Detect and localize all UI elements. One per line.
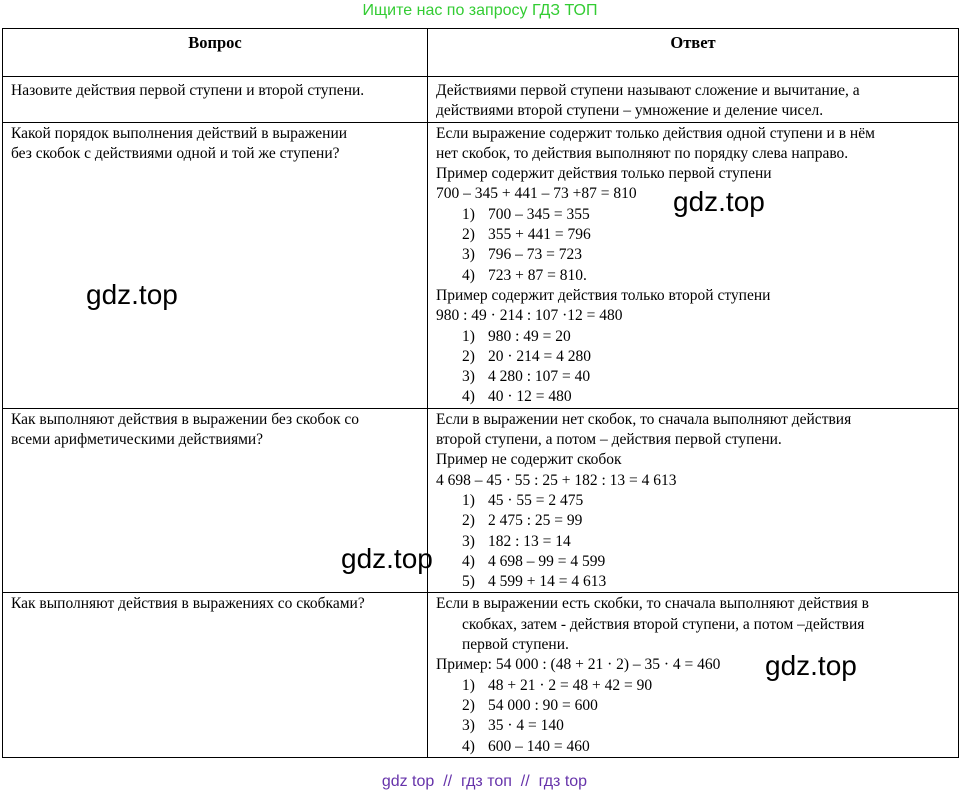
promo-banner [0,1,960,21]
example-expression: Пример: 54 000 : (48 + 21 · 2) – 35 · 4 = 460 [436,656,721,674]
solution-step: 1) 700 – 345 = 355 [462,205,590,223]
question-cell [3,122,428,408]
solution-step: 4) 4 698 – 99 = 4 599 [462,552,606,570]
solution-step: 3) 4 280 : 107 = 40 [462,368,591,386]
question-text: Как выполняют действия в выражениях со скобками? [11,595,365,613]
solution-step: 3) 796 – 73 = 723 [462,246,582,264]
question-line: Какой порядок выполнения действий в выражении [11,124,348,142]
question-column-header: Вопрос [3,29,428,77]
promo-banner-text: Ищите нас по запросу ГДЗ ТОП [362,2,598,19]
solution-step: 5) 4 599 + 14 = 4 613 [462,573,607,591]
solution-step: 2) 54 000 : 90 = 600 [462,696,598,714]
example-heading: Пример не содержит скобок [436,451,622,469]
example-expression: 700 – 345 + 441 – 73 +87 = 810 [436,185,637,203]
answer-cell [428,408,959,593]
answer-line: действиями второй ступени – умножение и деление чисел. [436,102,824,120]
footer-links [0,752,960,792]
answer-line: Действиями первой ступени называют сложение и вычитание, а [436,82,860,99]
solution-step: 2) 355 + 441 = 796 [462,226,591,244]
question-line: всеми арифметическими действиями? [11,431,264,449]
solution-step: 3) 182 : 13 = 14 [462,532,571,550]
solution-step: 1) 48 + 21 · 2 = 48 + 42 = 90 [462,676,653,694]
answer-line: второй ступени, а потом – действия первой ступени. [436,431,782,449]
watermark: gdz.top [765,650,857,681]
watermark: gdz.top [341,543,433,574]
solution-step: 3) 35 · 4 = 140 [462,717,564,735]
question-line: Как выполняют действия в выражении без скобок со [11,410,360,428]
solution-step: 4) 40 · 12 = 480 [462,388,572,406]
solution-step: 1) 45 · 55 = 2 475 [462,491,584,509]
table-row [3,77,959,123]
table-row [3,408,959,593]
answer-line: первой ступени. [462,636,569,654]
table-header-row [3,29,959,77]
solution-step: 2) 2 475 : 25 = 99 [462,512,583,530]
watermark: gdz.top [86,279,178,310]
answer-cell [428,593,959,757]
answer-cell [428,77,959,123]
answer-line: Если в выражении есть скобки, то сначала выполняют действия в [436,595,869,613]
answer-line: Если выражение содержит только действия одной ступени и в нём [436,124,875,142]
question-text: Назовите действия первой ступени и второй ступени. [11,82,365,99]
answer-column-header: Ответ [428,29,959,77]
answer-line: нет скобок, то действия выполняют по порядку слева направо. [436,144,849,162]
example-expression: 4 698 – 45 · 55 : 25 + 182 : 13 = 4 613 [436,471,677,489]
example-heading: Пример содержит действия только второй ступени [436,286,771,304]
solution-step: 4) 723 + 87 = 810. [462,266,587,284]
solution-step: 2) 20 · 214 = 4 280 [462,347,592,365]
solution-step: 1) 980 : 49 = 20 [462,327,571,345]
answer-line: Если в выражении нет скобок, то сначала выполняют действия [436,410,852,428]
question-cell [3,77,428,123]
example-expression: 980 : 49 · 214 : 107 ·12 = 480 [436,307,623,325]
example-heading: Пример содержит действия только первой ступени [436,165,772,183]
question-line: без скобок с действиями одной и той же ступени? [11,144,340,162]
footer-text: gdz top // гдз топ // гдз top [381,773,588,790]
solution-step: 4) 600 – 140 = 460 [462,737,590,755]
answer-line: скобках, затем - действия второй ступени, а потом –действия [462,615,865,633]
watermark: gdz.top [673,186,765,217]
qa-table [2,28,959,758]
question-cell [3,593,428,757]
answer-cell [428,122,959,408]
table-row [3,122,959,408]
